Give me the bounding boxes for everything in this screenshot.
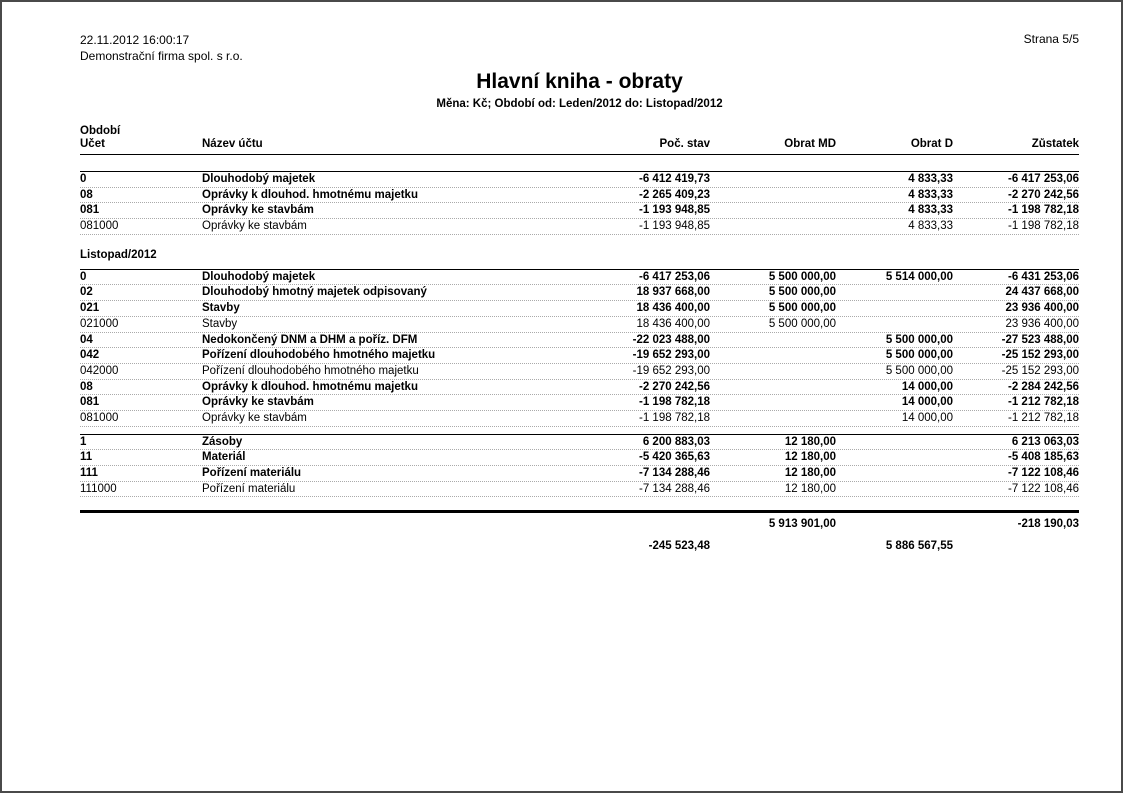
balance-cell: -25 152 293,00 [1001, 349, 1079, 362]
account-cell: 042000 [80, 364, 119, 377]
account-cell: 021000 [80, 317, 119, 330]
account-cell [80, 535, 202, 557]
debit-cell [710, 395, 836, 410]
account-cell: 1 [80, 435, 87, 448]
table-row [80, 450, 1079, 466]
column-header-account-name: Název účtu [202, 138, 263, 150]
account-cell: 042 [80, 349, 100, 362]
account-cell: 081 [80, 204, 100, 217]
totals-row [80, 535, 1079, 557]
account-cell [80, 513, 202, 535]
balance-cell: 24 437 668,00 [1005, 286, 1079, 299]
credit-cell [836, 435, 953, 450]
account-name-cell: Materiál [202, 451, 246, 464]
initial-balance-cell: -2 270 242,56 [639, 380, 710, 393]
balance-cell: -6 417 253,06 [1008, 173, 1079, 185]
initial-balance-cell: 18 937 668,00 [636, 286, 710, 299]
account-name-cell: Dlouhodobý hmotný majetek odpisovaný [202, 286, 427, 299]
account-name-cell: Oprávky ke stavbám [202, 220, 307, 233]
initial-balance-cell: -5 420 365,63 [639, 451, 710, 464]
account-cell: 08 [80, 380, 93, 393]
table-row [80, 285, 1079, 301]
credit-cell: 4 833,33 [908, 220, 953, 233]
initial-balance-cell: -6 412 419,73 [639, 173, 710, 185]
account-cell: 0 [80, 173, 87, 185]
table-row [80, 333, 1079, 349]
section-label: Období [80, 125, 121, 137]
credit-cell: 14 000,00 [901, 380, 953, 393]
balance-cell: -1 212 782,18 [1008, 411, 1079, 424]
account-cell: 08 [80, 188, 93, 201]
credit-cell: 5 500 000,00 [885, 333, 953, 346]
table-row [80, 466, 1079, 482]
credit-cell [836, 482, 953, 497]
report-header [80, 32, 1079, 64]
account-name-cell: Oprávky ke stavbám [202, 396, 314, 409]
credit-cell [836, 450, 953, 465]
balance-cell: -25 152 293,00 [1001, 364, 1079, 377]
report-subtitle: Měna: Kč; Období od: Leden/2012 do: Listopad/2012 [436, 98, 723, 110]
debit-cell [710, 219, 836, 234]
initial-balance-cell [588, 513, 710, 535]
debit-cell: 5 913 901,00 [768, 518, 836, 531]
debit-cell [710, 348, 836, 363]
debit-cell: 12 180,00 [784, 482, 836, 495]
column-header-balance: Zůstatek [1031, 138, 1079, 150]
table-body [80, 171, 1079, 497]
table-row [80, 348, 1079, 364]
debit-cell: 12 180,00 [784, 435, 836, 448]
account-name-cell: Stavby [202, 302, 240, 315]
account-name-cell: Nedokončený DNM a DHM a poříz. DFM [202, 333, 418, 346]
balance-cell: -1 198 782,18 [1008, 204, 1079, 217]
credit-cell: 14 000,00 [901, 411, 953, 424]
initial-balance-cell: -19 652 293,00 [632, 364, 710, 377]
initial-balance-cell: -1 193 948,85 [639, 204, 710, 217]
initial-balance-cell: 6 200 883,03 [642, 435, 710, 448]
table-row [80, 301, 1079, 317]
debit-cell [710, 188, 836, 203]
report-title: Hlavní kniha - obraty [476, 70, 683, 93]
table-row [80, 219, 1079, 235]
account-block [80, 434, 1079, 498]
report-datetime: 22.11.2012 16:00:17 [80, 33, 190, 47]
credit-cell: 5 886 567,55 [885, 540, 953, 553]
account-name-cell: Pořízení materiálu [202, 467, 302, 479]
account-cell: 081 [80, 396, 100, 409]
table-row [80, 380, 1079, 396]
balance-cell: 6 213 063,03 [1011, 435, 1079, 448]
account-block [80, 269, 1079, 427]
credit-cell: 5 500 000,00 [885, 349, 953, 362]
account-name-cell: Pořízení dlouhodobého hmotného majetku [202, 349, 436, 362]
balance-cell: 23 936 400,00 [1005, 317, 1079, 330]
debit-cell [710, 411, 836, 426]
credit-cell: 5 500 000,00 [885, 364, 953, 377]
debit-cell [710, 333, 836, 348]
account-name-cell [202, 513, 588, 535]
debit-cell [710, 203, 836, 218]
initial-balance-cell: -7 134 288,46 [639, 482, 710, 495]
initial-balance-cell: -7 134 288,46 [639, 467, 710, 479]
debit-cell: 12 180,00 [784, 451, 836, 464]
account-cell: 02 [80, 286, 93, 299]
company-name: Demonstrační firma spol. s r.o. [80, 49, 243, 63]
initial-balance-cell: -1 198 782,18 [639, 411, 710, 424]
account-cell: 04 [80, 333, 93, 346]
initial-balance-cell: -6 417 253,06 [639, 270, 710, 283]
account-cell: 111000 [80, 482, 117, 495]
account-name-cell: Oprávky ke stavbám [202, 204, 314, 217]
account-name-cell: Oprávky k dlouhod. hmotnému majetku [202, 188, 418, 201]
debit-cell [710, 380, 836, 395]
account-name-cell: Dlouhodobý majetek [202, 270, 316, 283]
table-row [80, 411, 1079, 427]
debit-cell: 5 500 000,00 [768, 286, 836, 299]
credit-cell [836, 285, 953, 300]
table-row [80, 270, 1079, 286]
account-cell: 0 [80, 270, 87, 283]
page-number: Strana 5/5 [1023, 32, 1079, 46]
debit-cell [710, 535, 836, 557]
credit-cell [836, 513, 953, 535]
initial-balance-cell: 18 436 400,00 [636, 317, 710, 330]
table-row [80, 482, 1079, 498]
debit-cell: 5 500 000,00 [768, 270, 836, 283]
credit-cell: 4 833,33 [908, 173, 953, 185]
account-name-cell: Oprávky ke stavbám [202, 411, 307, 424]
credit-cell [836, 301, 953, 316]
report-header-left [80, 32, 243, 64]
balance-cell: -7 122 108,46 [1008, 482, 1079, 495]
account-cell: 081000 [80, 220, 119, 233]
balance-cell: -2 270 242,56 [1008, 188, 1079, 201]
account-name-cell: Stavby [202, 317, 238, 330]
initial-balance-cell: -245 523,48 [648, 540, 710, 553]
table-row [80, 364, 1079, 380]
balance-cell: -1 198 782,18 [1008, 220, 1079, 233]
account-name-cell: Oprávky k dlouhod. hmotnému majetku [202, 380, 418, 393]
table-row [80, 203, 1079, 219]
table-row [80, 172, 1079, 188]
period-heading: Listopad/2012 [80, 248, 157, 261]
credit-cell: 4 833,33 [908, 188, 953, 201]
table-row [80, 188, 1079, 204]
initial-balance-cell: -22 023 488,00 [632, 333, 710, 346]
initial-balance-cell: -1 193 948,85 [639, 220, 710, 233]
account-name-cell: Zásoby [202, 435, 243, 448]
table-row [80, 435, 1079, 451]
balance-cell: -5 408 185,63 [1008, 451, 1079, 464]
initial-balance-cell: -2 265 409,23 [639, 188, 710, 201]
balance-cell: 23 936 400,00 [1005, 302, 1079, 315]
debit-cell: 5 500 000,00 [768, 302, 836, 315]
debit-cell: 5 500 000,00 [768, 317, 836, 330]
balance-cell: -1 212 782,18 [1008, 396, 1079, 409]
column-header-debit-turnover: Obrat MD [784, 138, 836, 150]
debit-cell [710, 364, 836, 379]
initial-balance-cell: -19 652 293,00 [632, 349, 710, 362]
balance-cell: -6 431 253,06 [1008, 270, 1079, 283]
balance-cell: -7 122 108,46 [1008, 467, 1079, 479]
account-cell: 11 [80, 451, 93, 464]
initial-balance-cell: 18 436 400,00 [636, 302, 710, 315]
column-header-account: Účet [80, 138, 105, 150]
credit-cell: 4 833,33 [908, 204, 953, 217]
credit-cell [836, 466, 953, 481]
balance-cell: -27 523 488,00 [1001, 333, 1079, 346]
account-name-cell: Pořízení materiálu [202, 482, 296, 495]
balance-cell [953, 535, 1079, 557]
totals-section [80, 513, 1079, 557]
table-row [80, 395, 1079, 411]
table-header-row [80, 138, 1079, 155]
debit-cell: 12 180,00 [784, 467, 836, 479]
table-row [80, 317, 1079, 333]
credit-cell [836, 317, 953, 332]
account-name-cell: Dlouhodobý majetek [202, 173, 316, 185]
account-block [80, 171, 1079, 235]
balance-cell: -2 284 242,56 [1008, 380, 1079, 393]
column-header-initial-balance: Poč. stav [659, 138, 710, 150]
balance-cell: -218 190,03 [1017, 518, 1079, 531]
account-cell: 021 [80, 302, 100, 315]
credit-cell: 5 514 000,00 [885, 270, 953, 283]
debit-cell [710, 172, 836, 187]
initial-balance-cell: -1 198 782,18 [639, 396, 710, 409]
account-cell: 081000 [80, 411, 119, 424]
credit-cell: 14 000,00 [901, 396, 953, 409]
account-name-cell: Pořízení dlouhodobého hmotného majetku [202, 364, 419, 377]
account-cell: 111 [80, 467, 98, 479]
column-header-credit-turnover: Obrat D [910, 138, 953, 150]
account-name-cell [202, 535, 588, 557]
totals-row [80, 513, 1079, 535]
